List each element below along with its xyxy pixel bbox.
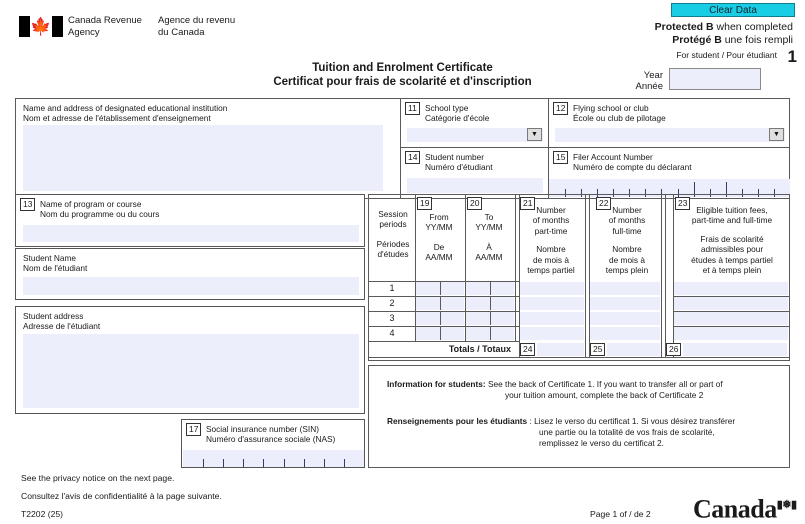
table-vertical-rule bbox=[440, 297, 441, 310]
session-row-number: 2 bbox=[389, 298, 395, 308]
totals-label: Totals / Totaux bbox=[448, 344, 511, 354]
box-23-en-l2: part-time and full-time bbox=[691, 215, 773, 226]
table-vertical-rule bbox=[490, 327, 491, 340]
protected-b-en-bold: Protected B bbox=[654, 21, 714, 33]
box-22-fr-l2: de mois à bbox=[609, 254, 645, 265]
info-en-bold: Information for students: bbox=[387, 379, 486, 389]
session-header-fr-l1: Périodes bbox=[376, 238, 410, 249]
table-horizontal-rule bbox=[369, 357, 789, 358]
box-23-number: 23 bbox=[675, 197, 690, 210]
flying-school-select[interactable] bbox=[555, 128, 785, 142]
box-14-label-en: Student number bbox=[425, 152, 485, 162]
box-12-flying-school bbox=[548, 99, 790, 148]
box-21-en-l1: Number bbox=[536, 205, 566, 215]
box-13-number: 13 bbox=[20, 198, 35, 211]
institution-block bbox=[16, 99, 391, 198]
months-part-time-input-4[interactable] bbox=[520, 327, 584, 340]
student-name-label-fr: Nom de l'étudiant bbox=[23, 263, 88, 274]
box-15-label-en: Filer Account Number bbox=[573, 152, 653, 162]
box-13-label bbox=[40, 199, 159, 219]
info-fr-l3: remplissez le verso du certificat 2. bbox=[539, 438, 664, 448]
for-student-label: For student / Pour étudiant bbox=[676, 50, 777, 60]
info-fr-l2: une partie ou la totalité de vos frais de scolarité, bbox=[539, 427, 715, 437]
months-full-time-input-2[interactable] bbox=[590, 297, 660, 310]
protected-b-notice bbox=[655, 21, 793, 46]
canada-flag-icon bbox=[19, 16, 63, 37]
chevron-down-icon[interactable] bbox=[769, 128, 784, 141]
protected-b-fr bbox=[655, 34, 793, 47]
student-name-label-en: Student Name bbox=[23, 253, 77, 263]
box-17-label-en: Social insurance number (SIN) bbox=[206, 424, 319, 434]
table-vertical-rule bbox=[490, 297, 491, 310]
box-22-fr-l3: temps plein bbox=[605, 265, 649, 276]
box-24-number: 24 bbox=[520, 343, 535, 356]
box-15-label-fr: Numéro de compte du déclarant bbox=[573, 162, 692, 173]
box-22-header bbox=[595, 205, 659, 275]
box-19-fr-l2: AA/MM bbox=[425, 252, 453, 263]
table-vertical-rule bbox=[585, 195, 586, 357]
page-title-fr: Certificat pour frais de scolarité et d'inscription bbox=[273, 76, 532, 88]
student-address-block bbox=[15, 306, 365, 414]
box-17-sin bbox=[181, 419, 365, 468]
months-part-time-input-1[interactable] bbox=[520, 282, 584, 295]
box-12-label-fr: École ou club de pilotage bbox=[573, 113, 666, 124]
table-vertical-rule bbox=[661, 195, 662, 357]
eligible-fees-input-2[interactable] bbox=[674, 297, 788, 310]
agency-name-fr-line1: Agence du revenu bbox=[158, 15, 236, 26]
wordmark-flag-icon: ▮❅▮ bbox=[776, 499, 797, 511]
session-header-en-l1: Session bbox=[378, 209, 408, 219]
box-22-number: 22 bbox=[596, 197, 611, 210]
box-20-header bbox=[466, 212, 512, 263]
student-address-input[interactable] bbox=[23, 334, 359, 408]
student-name-input[interactable] bbox=[23, 277, 359, 295]
agency-name-fr-line2: du Canada bbox=[158, 26, 205, 38]
privacy-notice-fr: Consultez l'avis de confidentialité à la page suivante. bbox=[21, 491, 222, 501]
box-21-en-l3: part-time bbox=[534, 225, 568, 236]
box-22-fr-l1: Nombre bbox=[612, 244, 642, 255]
institution-label bbox=[23, 103, 227, 123]
canada-wordmark-text: Canada bbox=[693, 494, 777, 524]
table-vertical-rule bbox=[665, 195, 666, 357]
eligible-fees-input-4[interactable] bbox=[674, 327, 788, 340]
page-number: Page 1 of / de 2 bbox=[590, 509, 651, 519]
box-19-en-l1: From bbox=[429, 212, 449, 222]
box-19-fr-l1: De bbox=[433, 241, 445, 252]
chevron-glyph: ▼ bbox=[773, 131, 780, 138]
box-19-number: 19 bbox=[417, 197, 432, 210]
table-vertical-rule bbox=[440, 312, 441, 325]
session-periods-table bbox=[368, 194, 790, 361]
box-23-fr-l2: admissibles pour bbox=[700, 244, 764, 255]
session-row-number: 1 bbox=[389, 283, 395, 293]
year-label bbox=[623, 70, 663, 92]
session-periods-header bbox=[371, 209, 415, 260]
box-12-number: 12 bbox=[553, 102, 568, 115]
canada-wordmark bbox=[693, 491, 797, 524]
box-21-fr-l2: de mois à bbox=[533, 254, 569, 265]
chevron-glyph: ▼ bbox=[531, 131, 538, 138]
box-21-en-l2: of months bbox=[532, 215, 570, 226]
agency-name-fr bbox=[158, 15, 235, 38]
box-12-label bbox=[573, 103, 666, 123]
months-part-time-input-2[interactable] bbox=[520, 297, 584, 310]
box-23-fr-l3: études à temps partiel bbox=[691, 254, 773, 265]
total-full-time-input[interactable] bbox=[607, 343, 660, 356]
student-name-label bbox=[23, 253, 87, 273]
box-23-fr-l1: Frais de scolarité bbox=[700, 233, 764, 244]
box-23-header bbox=[675, 205, 789, 275]
info-en-paragraph bbox=[387, 379, 775, 401]
institution-input[interactable] bbox=[23, 125, 383, 191]
page-title-en: Tuition and Enrolment Certificate bbox=[312, 62, 493, 74]
table-vertical-rule bbox=[440, 327, 441, 340]
year-input[interactable] bbox=[669, 68, 761, 90]
box-23-fr-l4: et à temps plein bbox=[702, 265, 762, 276]
box-13-label-fr: Nom du programme ou du cours bbox=[40, 209, 160, 220]
table-vertical-rule bbox=[490, 282, 491, 295]
agency-name-en bbox=[68, 15, 142, 38]
box-17-label bbox=[206, 424, 335, 444]
box-15-number: 15 bbox=[553, 151, 568, 164]
box-15-filer-account bbox=[548, 148, 790, 198]
clear-data-button[interactable] bbox=[671, 3, 795, 17]
box-19-en-l2: YY/MM bbox=[425, 222, 453, 233]
box-21-number: 21 bbox=[520, 197, 535, 210]
agency-name-en-line1: Canada Revenue bbox=[68, 15, 142, 26]
sin-input[interactable] bbox=[183, 450, 364, 467]
table-vertical-rule bbox=[490, 312, 491, 325]
box-26-number: 26 bbox=[666, 343, 681, 356]
box-21-fr-l1: Nombre bbox=[536, 244, 566, 255]
months-part-time-input-3[interactable] bbox=[520, 312, 584, 325]
protected-b-en-rest: when completed bbox=[713, 21, 793, 33]
chevron-down-icon[interactable] bbox=[527, 128, 542, 141]
student-address-label-fr: Adresse de l'étudiant bbox=[23, 321, 101, 332]
privacy-notice-en: See the privacy notice on the next page. bbox=[21, 473, 175, 483]
session-header-en-l2: periods bbox=[379, 219, 407, 230]
box-17-number: 17 bbox=[186, 423, 201, 436]
box-22-en-l3: full-time bbox=[612, 225, 642, 236]
institution-label-en: Name and address of designated educational institution bbox=[23, 103, 228, 113]
box-14-label-fr: Numéro d'étudiant bbox=[425, 162, 493, 173]
box-20-en-l2: YY/MM bbox=[475, 222, 503, 233]
student-number-input[interactable] bbox=[407, 178, 543, 193]
box-21-fr-l3: temps partiel bbox=[527, 265, 575, 276]
session-header-fr-l2: d'études bbox=[377, 249, 409, 260]
months-full-time-input-1[interactable] bbox=[590, 282, 660, 295]
protected-b-fr-bold: Protégé B bbox=[672, 33, 722, 46]
clear-data-label: Clear Data bbox=[709, 4, 757, 16]
institution-label-fr: Nom et adresse de l'établissement d'enseignement bbox=[23, 113, 211, 124]
box-19-header bbox=[416, 212, 462, 263]
box-11-label-fr: Catégorie d'école bbox=[425, 113, 490, 124]
total-eligible-fees-input[interactable] bbox=[683, 343, 787, 356]
info-fr-bold: Renseignements pour les étudiants bbox=[387, 416, 528, 426]
months-full-time-input-3[interactable] bbox=[590, 312, 660, 325]
box-22-en-l1: Number bbox=[612, 205, 642, 215]
eligible-fees-input-1[interactable] bbox=[674, 282, 788, 295]
box-22-en-l2: of months bbox=[608, 215, 646, 226]
student-address-label-en: Student address bbox=[23, 311, 84, 321]
info-fr-paragraph bbox=[387, 416, 775, 449]
information-for-students-box bbox=[368, 365, 790, 468]
table-vertical-rule bbox=[515, 195, 516, 341]
box-11-school-type bbox=[400, 99, 548, 148]
box-13-program-name bbox=[15, 194, 365, 247]
protected-b-en bbox=[655, 21, 793, 34]
year-label-fr: Année bbox=[635, 81, 663, 92]
table-horizontal-rule bbox=[369, 341, 519, 342]
session-row-number: 4 bbox=[389, 328, 395, 338]
box-12-label-en: Flying school or club bbox=[573, 103, 649, 113]
student-address-label bbox=[23, 311, 100, 331]
box-20-number: 20 bbox=[467, 197, 482, 210]
agency-name-en-line2: Agency bbox=[68, 26, 100, 38]
maple-leaf-icon: 🍁 bbox=[30, 17, 52, 36]
school-type-select[interactable] bbox=[407, 128, 543, 142]
box-25-number: 25 bbox=[590, 343, 605, 356]
box-11-label bbox=[425, 103, 489, 123]
form-id: T2202 (25) bbox=[21, 509, 64, 519]
protected-b-fr-rest: une fois rempli bbox=[721, 33, 793, 46]
box-11-number: 11 bbox=[405, 102, 420, 115]
box-23-en-l1: Eligible tuition fees, bbox=[696, 205, 768, 215]
program-name-input[interactable] bbox=[23, 225, 359, 242]
box-17-label-fr: Numéro d'assurance sociale (NAS) bbox=[206, 434, 336, 445]
info-fr-l1: : Lisez le verso du certificat 1. Si vous désirez transférer bbox=[527, 416, 736, 426]
info-en-l1: See the back of Certificate 1. If you want to transfer all or part of bbox=[485, 379, 723, 389]
box-11-label-en: School type bbox=[425, 103, 469, 113]
box-14-number: 14 bbox=[405, 151, 420, 164]
box-14-label bbox=[425, 152, 493, 172]
session-row-number: 3 bbox=[389, 313, 395, 323]
table-vertical-rule bbox=[440, 282, 441, 295]
box-13-label-en: Name of program or course bbox=[40, 199, 142, 209]
eligible-fees-input-3[interactable] bbox=[674, 312, 788, 325]
year-label-en: Year bbox=[643, 70, 663, 81]
student-name-block bbox=[15, 248, 365, 300]
box-14-student-number bbox=[400, 148, 548, 198]
months-full-time-input-4[interactable] bbox=[590, 327, 660, 340]
box-15-label bbox=[573, 152, 692, 172]
info-en-l2: your tuition amount, complete the back of Certificate 2 bbox=[505, 390, 704, 400]
certificate-number: 1 bbox=[787, 47, 797, 66]
box-20-fr-l1: À bbox=[486, 241, 492, 252]
box-20-fr-l2: AA/MM bbox=[475, 252, 503, 263]
box-21-header bbox=[519, 205, 583, 275]
total-part-time-input[interactable] bbox=[537, 343, 584, 356]
box-20-en-l1: To bbox=[484, 212, 494, 222]
